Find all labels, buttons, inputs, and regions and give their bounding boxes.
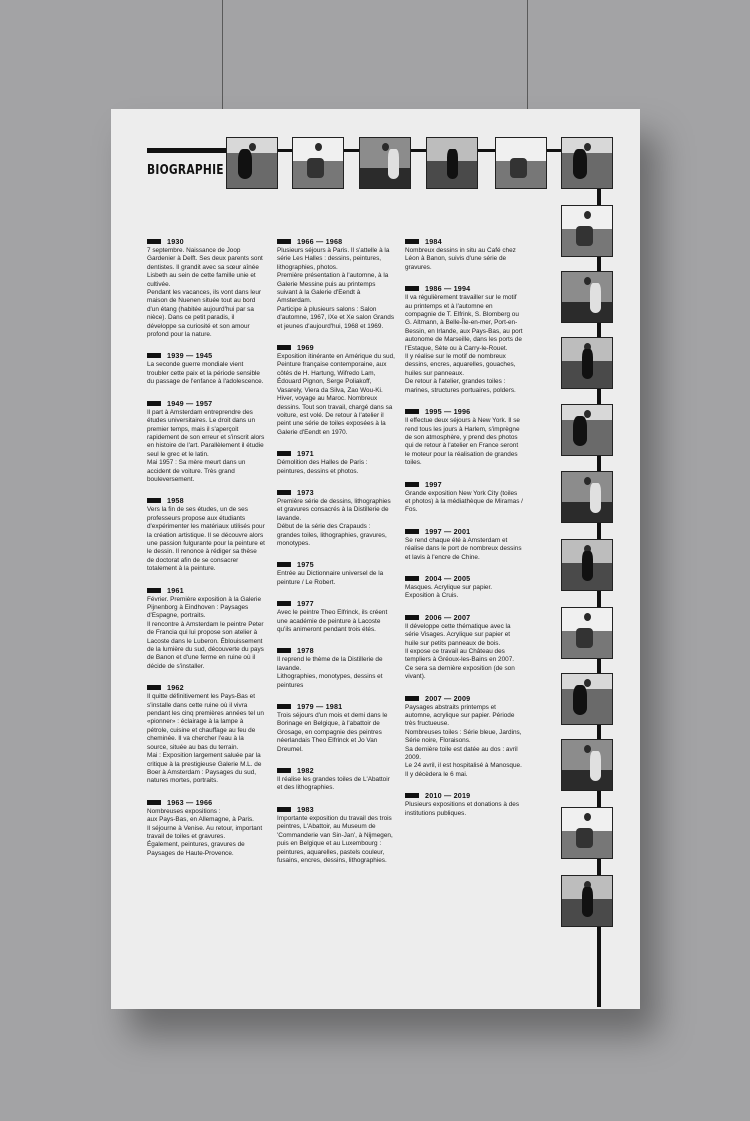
- timeline-entry: [147, 399, 265, 485]
- entry-year: 1997: [425, 479, 442, 489]
- timeline-entry: [147, 496, 265, 573]
- entry-text: Il développe cette thématique avec la série Visages. Acrylique sur papier et huile sur petits panneaux de bois. Il expose ce travail au Château des templiers à Gréoux-les-Bains en 2007. Ce sera sa dernière exposition (de son vivant).: [405, 622, 515, 681]
- timeline-entry: [405, 407, 523, 467]
- photo-child-field: [226, 137, 278, 189]
- entry-text: Il va régulièrement travailler sur le motif au printemps et à l'automne en compagnie de T. Elfrink, S. Blomberg ou G. Altmann, à Belle-Île-en-mer, Port-en-Bessin, en Irlande, aux Pays-Bas, au port autonome de Marseille, dans les ports de l'Estaque, Sète ou à Carry-le-Rouet. Il y réalise sur le motif de nombreux dessins, encres, aquarelles, gouaches, huiles sur panneaux. De retour à l'atelier, grandes toiles : marines, structures portuaires, polders.: [405, 294, 523, 394]
- year-marker: [277, 648, 291, 653]
- year-marker: [277, 768, 291, 773]
- entry-year: 1949 — 1957: [167, 398, 213, 408]
- entry-text: Trois séjours d'un mois et demi dans le Borinage en Belgique, à l'abattoir de Grosage, en compagnie des peintres néerlandais Theo Elfrinck et Jo Van Dreumel.: [277, 712, 388, 753]
- year-marker: [405, 529, 419, 534]
- timeline-entry: [277, 702, 395, 754]
- timeline-entry: [277, 488, 395, 548]
- entry-text: Avec le peintre Theo Elfrinck, ils créent une académie de peinture à Lacoste qu'ils animeront pendant trois étés.: [277, 609, 388, 633]
- entry-year: 1983: [297, 804, 314, 814]
- photo-artist-canvas: [561, 337, 613, 389]
- year-marker: [405, 793, 419, 798]
- year-marker: [147, 239, 161, 244]
- entry-year: 1975: [297, 560, 314, 570]
- entry-text: Se rend chaque été à Amsterdam et réalise dans le port de nombreux dessins et lavis à l'encre de Chine.: [405, 536, 522, 561]
- year-marker: [147, 685, 161, 690]
- year-marker: [277, 601, 291, 606]
- year-marker: [147, 401, 161, 406]
- year-marker: [147, 498, 161, 503]
- timeline-entry: [405, 694, 523, 780]
- timeline-column-1: [147, 237, 265, 870]
- timeline-entry: [277, 449, 395, 476]
- year-marker: [405, 482, 419, 487]
- entry-text: Il part à Amsterdam entreprendre des études universitaires. Le droit dans un premier temps, mais il s'aperçoit rapidement de son erreur et s'inscrit alors en histoire de l'art. Parallèlement il étudie seul le grec et le latin. Mai 1957 : Sa mère meurt dans un accident de voiture. Très grand bouleversement.: [147, 408, 265, 483]
- year-marker: [147, 800, 161, 805]
- entry-year: 1963 — 1966: [167, 797, 213, 807]
- timeline-entry: [405, 237, 523, 272]
- timeline-column-3: [405, 237, 523, 830]
- biography-poster: [111, 109, 640, 1009]
- entry-year: 1995 — 1996: [425, 407, 471, 417]
- year-marker: [405, 409, 419, 414]
- photo-artists-group: [561, 404, 613, 456]
- photo-artist-easel: [561, 271, 613, 323]
- entry-year: 1961: [167, 585, 184, 595]
- entry-text: Il reprend le thème de la Distillerie de lavande. Lithographies, monotypes, dessins et peintures: [277, 656, 383, 689]
- year-marker: [277, 807, 291, 812]
- year-marker: [405, 576, 419, 581]
- entry-text: Nombreux dessins in situ au Café chez Léon à Banon, suivis d'une série de gravures.: [405, 247, 516, 271]
- entry-text: Vers la fin de ses études, un de ses professeurs propose aux étudiants d'expérimenter les matériaux utilisés pour la création artistique. Il se découvre alors une passion fulgurante pour la peinture et le dessin. Il renonce à rédiger sa thèse de doctorat afin de se consacrer totalement à la peinture.: [147, 506, 265, 573]
- timeline-entry: [405, 574, 523, 601]
- timeline-entry: [147, 798, 265, 858]
- entry-year: 1997 — 2001: [425, 526, 471, 536]
- photo-artist-late-portrait: [561, 875, 613, 927]
- timeline-entry: [277, 343, 395, 437]
- entry-text: Paysages abstraits printemps et automne, acrylique sur papier. Période très fructueuse. Nombreuses toiles : Série bleue, Jardins, Série noire, Floraisons. Sa dernière toile est datée au dos : avril 2009. Le 24 avril, il est hospitalisé à Manosque. Il y décèdera le 6 mai.: [405, 703, 522, 778]
- year-marker: [405, 286, 419, 291]
- hanging-wire-left: [222, 0, 223, 110]
- entry-year: 1978: [297, 646, 314, 656]
- entry-text: Nombreuses expositions : aux Pays-Bas, en Allemagne, à Paris. Il séjourne à Venise. Au retour, important travail de toiles et gravures. Également, peintures, gravures de Paysages de Haute-Provence.: [147, 807, 263, 857]
- timeline-entry: [147, 237, 265, 339]
- timeline-entry: [277, 805, 395, 865]
- entry-year: 2006 — 2007: [425, 612, 471, 622]
- year-marker: [405, 239, 419, 244]
- entry-year: 2004 — 2005: [425, 573, 471, 583]
- year-marker: [147, 588, 161, 593]
- entry-text: Démolition des Halles de Paris : peintures, dessins et photos.: [277, 459, 368, 475]
- timeline-entry: [405, 613, 523, 682]
- entry-year: 1984: [425, 237, 442, 246]
- entry-year: 1969: [297, 343, 314, 353]
- entry-year: 1958: [167, 496, 184, 506]
- photo-young-man: [359, 137, 411, 189]
- year-marker: [277, 704, 291, 709]
- photo-artist-reading: [561, 673, 613, 725]
- entry-text: Entrée au Dictionnaire universel de la peinture / Le Robert.: [277, 570, 384, 586]
- photo-artist-portrait: [561, 539, 613, 591]
- entry-year: 1986 — 1994: [425, 284, 471, 294]
- entry-text: Février. Première exposition à la Galerie Pijnenborg à Eindhoven : Paysages d'Espagne, portraits. Il rencontre à Amsterdam le peintre Peter de Francia qui lui propose son atelier à Lacoste dans le Luberon. Éblouissement de la lumière du sud, découverte du pays de Banon et d'une ferme en ruine où il décide de s'installer.: [147, 595, 264, 670]
- timeline-entry: [147, 683, 265, 785]
- photo-couple-smiling: [561, 807, 613, 859]
- entry-text: Plusieurs expositions et donations à des institutions publiques.: [405, 801, 520, 817]
- entry-text: Il effectue deux séjours à New York. Il se rend tous les jours à Harlem, s'imprègne de son atmosphère, y prend des photos qui de retour à l'atelier en France seront le moteur pour la réalisation de grandes toiles.: [405, 417, 520, 467]
- timeline-entry: [405, 791, 523, 818]
- hanging-wire-right: [527, 0, 528, 110]
- timeline-entry: [277, 766, 395, 793]
- entry-text: 7 septembre. Naissance de Joop Gardenier à Delft. Ses deux parents sont dentistes. Il grandit avec sa sœur aînée Lisbeth au sein de cette famille unie et cultivée. Pendant les vacances, ils vont dans leur maison de Nuenen située tout au bord d'un étang (habitée aujourd'hui par sa nièce). Dans ce petit paradis, il développe sa curiosité et son amour profond pour la nature.: [147, 247, 263, 339]
- photo-artist-painting: [561, 137, 613, 189]
- entry-year: 1971: [297, 449, 314, 459]
- year-marker: [277, 345, 291, 350]
- photo-artist-studio: [561, 205, 613, 257]
- entry-year: 1982: [297, 766, 314, 776]
- timeline-entry: [277, 646, 395, 690]
- entry-text: Grande exposition New York City (toiles et photos) à la médiathèque de Miramas / Fos.: [405, 489, 523, 514]
- year-marker: [277, 451, 291, 456]
- year-marker: [277, 239, 291, 244]
- entry-year: 1973: [297, 487, 314, 497]
- entry-text: Plusieurs séjours à Paris. Il s'attelle à la série Les Halles : dessins, peintures, lithographies, photos. Première présentation à l'automne, à la Galerie Messine puis au printemps suivant à la Galerie d'Eendt à Amsterdam. Participe à plusieurs salons : Salon d'automne, 1967, IXe et Xe salon Grands et jeunes d'aujourd'hui, 1968 et 1969.: [277, 247, 395, 330]
- entry-text: Importante exposition du travail des trois peintres, L'Abattoir, au Museum de 'Commanderie van Sin-Jan', à Nijmegen, puis en Belgique et au Luxembourg : peintures, aquarelles, pastels couleur, fusains, encres, dessins, lithographies.: [277, 814, 393, 864]
- year-marker: [277, 490, 291, 495]
- timeline-entry: [277, 599, 395, 634]
- entry-year: 1979 — 1981: [297, 702, 343, 712]
- entry-text: Masques. Acrylique sur papier. Exposition à Cruis.: [405, 583, 493, 600]
- timeline-entry: [147, 586, 265, 672]
- timeline-entry: [405, 284, 523, 395]
- timeline-entry: [277, 560, 395, 587]
- entry-year: 1962: [167, 683, 184, 693]
- entry-year: 2010 — 2019: [425, 791, 471, 801]
- entry-text: Exposition itinérante en Amérique du sud, Peinture française contemporaine, aux côtés de H. Hartung, Wifredo Lam, Édouard Pignon, Serge Poliakoff, Vasarely, Viera da Silva, Zao Wou-Ki. Hiver, voyage au Maroc. Nombreux dessins. Tout son travail, chargé dans sa voiture, est volé. De retour à l'atelier il peint une série de toiles exposées à la Galerie d'Eendt en 1970.: [277, 353, 395, 436]
- entry-text: Il quitte définitivement les Pays-Bas et s'installe dans cette ruine où il vivra pendant les cinq premières années tel un «pionner» : éclairage à la lampe à pétrole, cuisine et chauffage au feu de cheminée. Il va chercher l'eau à la source, située au bas du terrain. Mai : Exposition largement saluée par la critique à la prestigieuse Galerie M.L. de Boer à Amsterdam : Paysages du sud, natures mortes, portraits.: [147, 693, 264, 785]
- entry-year: 1977: [297, 599, 314, 609]
- photo-elderly-artist: [561, 607, 613, 659]
- photo-artist-hand: [561, 739, 613, 791]
- timeline-entry: [147, 351, 265, 386]
- year-marker: [277, 562, 291, 567]
- entry-text: Il réalise les grandes toiles de L'Abattoir et des lithographies.: [277, 776, 390, 792]
- entry-year: 1939 — 1945: [167, 351, 213, 361]
- timeline-column-2: [277, 237, 395, 877]
- poster-title: BIOGRAPHIE: [147, 163, 224, 178]
- photo-stone-farmhouse: [426, 137, 478, 189]
- entry-text: Première série de dessins, lithographies et gravures consacrés à la Distillerie de lavande. Début de la série des Crapauds : grandes toiles, lithographies, gravures, monotypes.: [277, 497, 391, 547]
- entry-text: La seconde guerre mondiale vient troubler cette paix et la période sensible du passage de l'enfance à l'adolescence.: [147, 361, 264, 386]
- timeline-entry: [405, 480, 523, 515]
- entry-year: 1966 — 1968: [297, 237, 343, 246]
- entry-year: 2007 — 2009: [425, 693, 471, 703]
- year-marker: [405, 696, 419, 701]
- photo-mother-child: [292, 137, 344, 189]
- entry-year: 1930: [167, 237, 184, 246]
- timeline-entry: [405, 527, 523, 562]
- year-marker: [405, 615, 419, 620]
- timeline-entry: [277, 237, 395, 331]
- year-marker: [147, 353, 161, 358]
- photo-studio-table: [495, 137, 547, 189]
- photo-man-bicycle: [561, 471, 613, 523]
